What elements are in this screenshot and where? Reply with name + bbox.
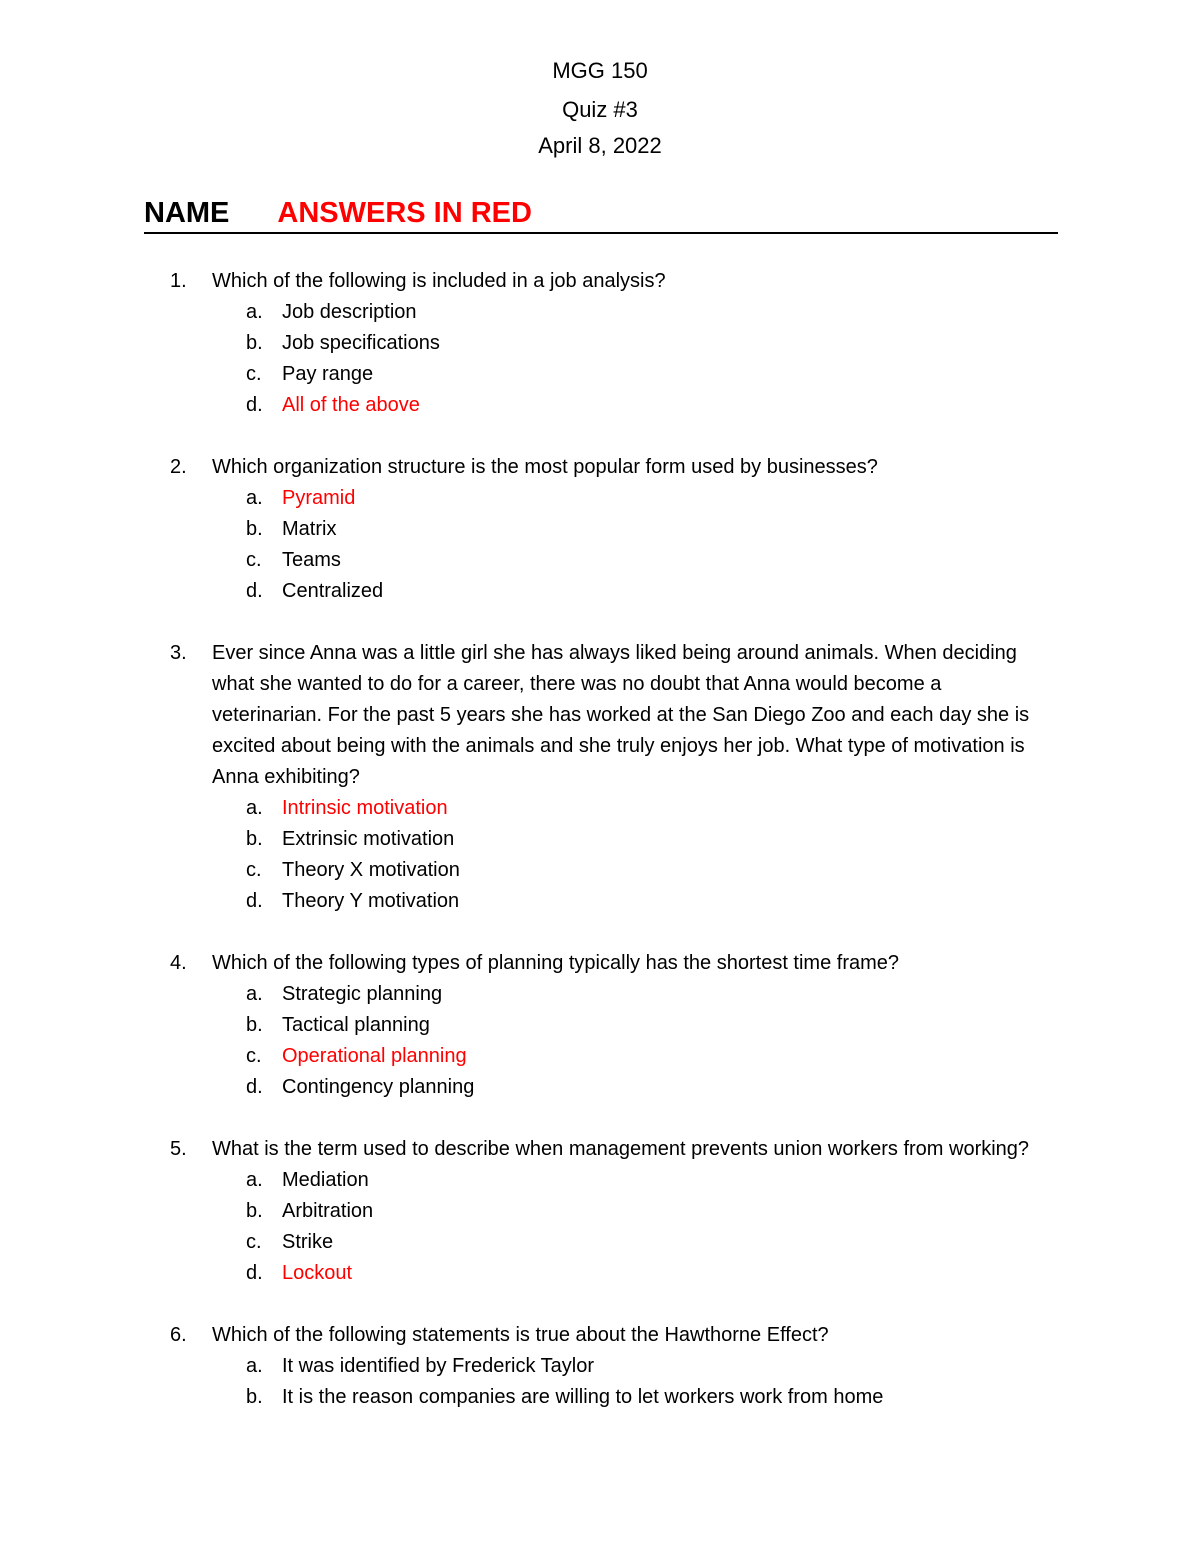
answer-option — [246, 359, 1070, 390]
correct-answer-option — [246, 793, 1070, 824]
option-letter: b. — [246, 518, 263, 540]
option-text: Strategic planning — [282, 983, 443, 1005]
question-1 — [170, 266, 1070, 421]
option-letter: a. — [246, 1355, 263, 1377]
question-number: 2. — [170, 456, 187, 478]
option-letter: b. — [246, 332, 263, 354]
answer-option — [246, 855, 1070, 886]
option-text: Strike — [282, 1231, 334, 1253]
answer-option — [246, 1196, 1070, 1227]
option-letter: b. — [246, 1200, 263, 1222]
option-list — [170, 483, 1070, 607]
option-list — [170, 297, 1070, 421]
correct-answer-option — [246, 1041, 1070, 1072]
option-letter: d. — [246, 580, 263, 602]
answer-option — [246, 1227, 1070, 1258]
option-text: Operational planning — [282, 1045, 467, 1067]
option-letter: d. — [246, 890, 263, 912]
option-letter: a. — [246, 301, 263, 323]
name-label: NAME — [144, 197, 230, 229]
option-text: Extrinsic motivation — [282, 828, 455, 850]
option-letter: b. — [246, 1014, 263, 1036]
option-text: Pay range — [282, 363, 374, 385]
correct-answer-option — [246, 390, 1070, 421]
answer-option — [246, 1165, 1070, 1196]
question-row — [170, 452, 1070, 483]
question-text: Ever since Anna was a little girl she has always liked being around animals. When deciding what she wanted to do for a career, there was no doubt that Anna would become a veterinarian. For the past 5 years she has worked at the San Diego Zoo and each day she is excited about being with the animals and she truly enjoys her job. What type of motivation is Anna exhibiting? — [212, 642, 1030, 788]
option-text: Theory Y motivation — [282, 890, 460, 912]
answer-option — [246, 979, 1070, 1010]
option-text: Mediation — [282, 1169, 369, 1191]
answer-option — [246, 824, 1070, 855]
question-text: Which of the following statements is true about the Hawthorne Effect? — [212, 1324, 829, 1346]
option-letter: c. — [246, 859, 262, 881]
option-text: Lockout — [282, 1262, 353, 1284]
option-text: Arbitration — [282, 1200, 374, 1222]
option-text: Tactical planning — [282, 1014, 430, 1036]
answer-option — [246, 1351, 1070, 1382]
option-letter: d. — [246, 1076, 263, 1098]
option-letter: d. — [246, 1262, 263, 1284]
option-letter: c. — [246, 1231, 262, 1253]
answer-option — [246, 1072, 1070, 1103]
option-list — [170, 793, 1070, 917]
answer-option — [246, 514, 1070, 545]
option-text: Matrix — [282, 518, 337, 540]
quiz-title: Quiz #3 — [562, 97, 638, 122]
option-text: Contingency planning — [282, 1076, 475, 1098]
question-5 — [170, 1134, 1070, 1289]
question-text: Which of the following is included in a job analysis? — [212, 270, 666, 292]
answer-option — [246, 297, 1070, 328]
question-text: What is the term used to describe when management prevents union workers from working? — [212, 1138, 1030, 1160]
quiz-date: April 8, 2022 — [538, 133, 662, 158]
answer-option — [246, 1010, 1070, 1041]
option-text: It was identified by Frederick Taylor — [282, 1355, 594, 1377]
answer-option — [246, 576, 1070, 607]
option-text: Teams — [282, 549, 341, 571]
question-number: 6. — [170, 1324, 187, 1346]
option-letter: a. — [246, 487, 263, 509]
question-4 — [170, 948, 1070, 1103]
question-text: Which of the following types of planning typically has the shortest time frame? — [212, 952, 900, 974]
question-number: 4. — [170, 952, 187, 974]
option-text: Centralized — [282, 580, 384, 602]
option-text: Job specifications — [282, 332, 440, 354]
option-letter: a. — [246, 1169, 263, 1191]
course-title: MGG 150 — [552, 58, 648, 83]
option-letter: c. — [246, 363, 262, 385]
option-letter: c. — [246, 549, 262, 571]
option-text: Pyramid — [282, 487, 356, 509]
question-row — [170, 948, 1070, 979]
question-6 — [170, 1320, 1070, 1413]
option-list — [170, 979, 1070, 1103]
option-letter: a. — [246, 983, 263, 1005]
question-number: 1. — [170, 270, 187, 292]
name-field — [144, 194, 1058, 234]
option-letter: c. — [246, 1045, 262, 1067]
question-number: 5. — [170, 1138, 187, 1160]
question-2 — [170, 452, 1070, 607]
option-list — [170, 1165, 1070, 1289]
answer-option — [246, 886, 1070, 917]
name-value: ANSWERS IN RED — [277, 197, 532, 229]
question-number: 3. — [170, 642, 187, 664]
option-text: Job description — [282, 301, 417, 323]
option-letter: a. — [246, 797, 263, 819]
question-3 — [170, 638, 1070, 917]
answer-option — [246, 328, 1070, 359]
correct-answer-option — [246, 1258, 1070, 1289]
correct-answer-option — [246, 483, 1070, 514]
option-text: Intrinsic motivation — [282, 797, 448, 819]
question-row — [170, 1320, 1070, 1351]
option-letter: d. — [246, 394, 263, 416]
answer-option — [246, 545, 1070, 576]
option-letter: b. — [246, 828, 263, 850]
option-text: Theory X motivation — [282, 859, 460, 881]
question-text: Which organization structure is the most popular form used by businesses? — [212, 456, 878, 478]
question-row — [170, 266, 1070, 297]
option-text: It is the reason companies are willing to let workers work from home — [282, 1386, 884, 1408]
option-text: All of the above — [282, 394, 420, 416]
question-row — [170, 1134, 1070, 1165]
option-list — [170, 1351, 1070, 1413]
option-letter: b. — [246, 1386, 263, 1408]
question-list — [170, 266, 1070, 1444]
answer-option — [246, 1382, 1070, 1413]
question-row — [170, 638, 1070, 793]
